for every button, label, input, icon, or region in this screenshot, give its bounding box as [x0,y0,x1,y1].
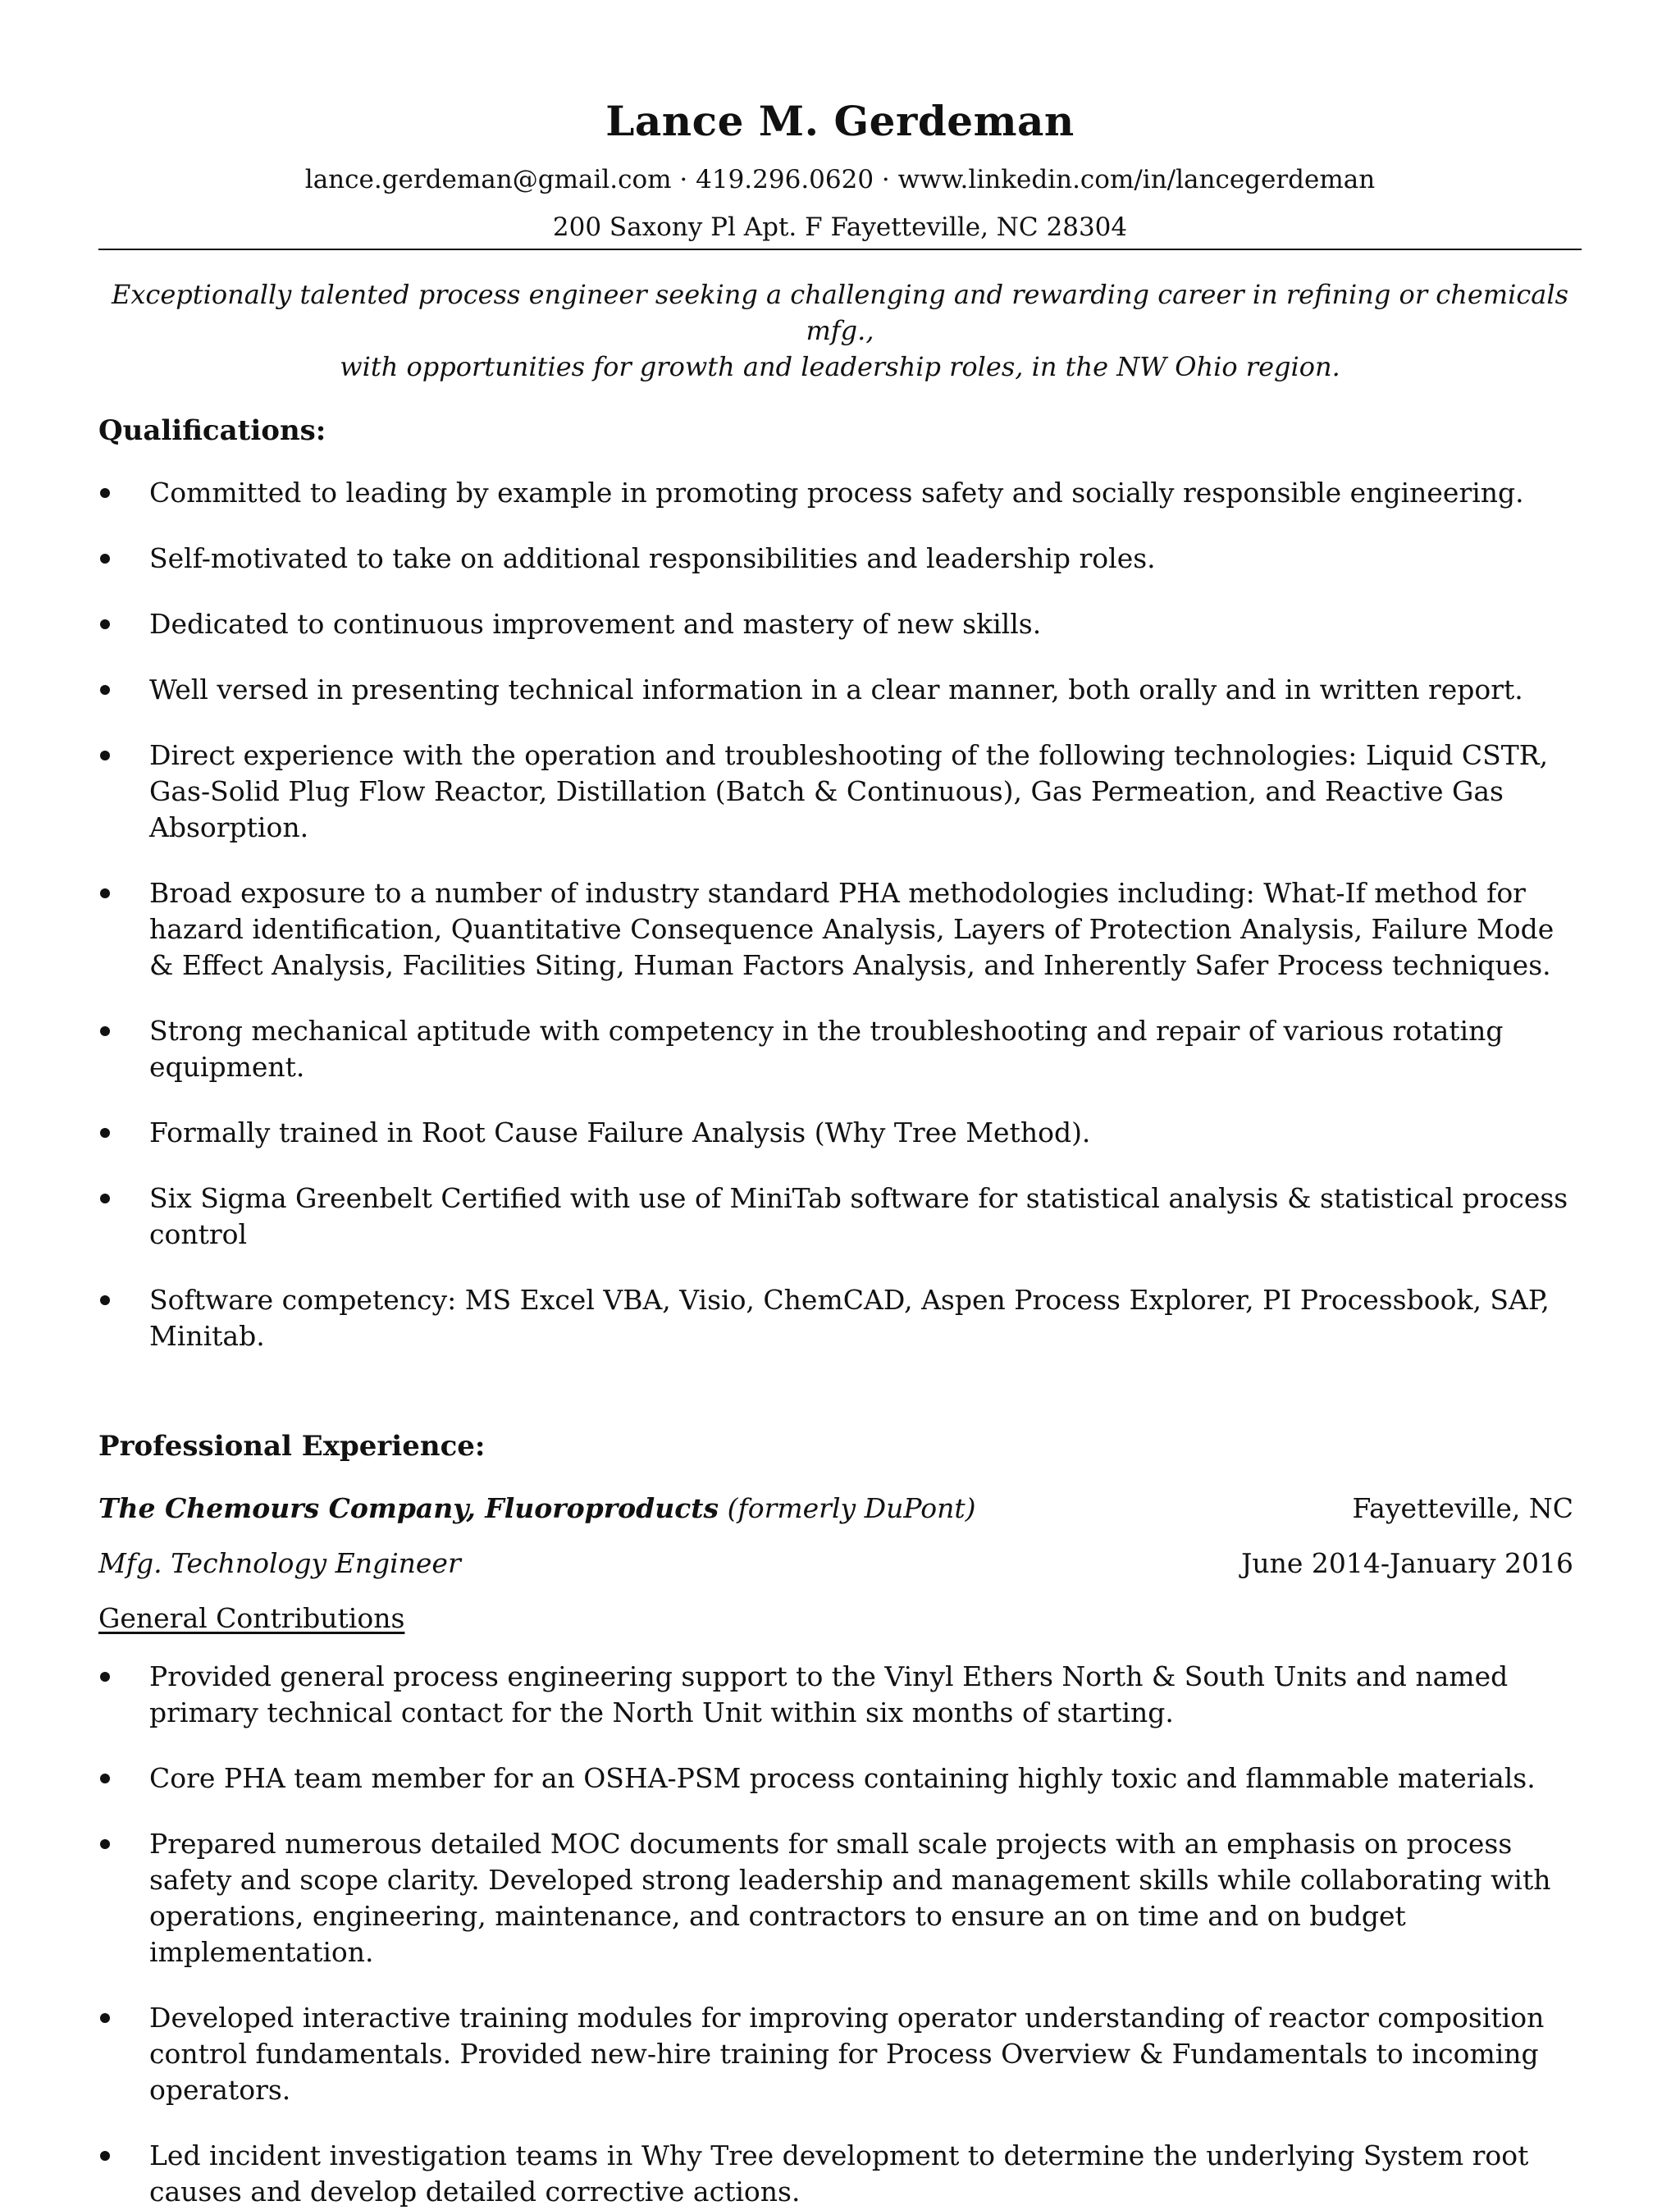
list-item [98,2138,1582,2210]
list-item [98,1659,1582,1731]
list-item-text: Well versed in presenting technical information in a clear manner, both orally and in written report. [149,674,1523,705]
employer-line [98,1492,1582,1524]
qualifications-heading: Qualifications: [98,414,326,447]
bullet-icon [100,1026,110,1036]
bullet-icon [100,1194,110,1203]
objective-line-1: Exceptionally talented process engineer seeking a challenging and rewarding career in refining or chemicals mfg., [112,279,1568,346]
list-item [98,1282,1582,1354]
list-item-text: Software competency: MS Excel VBA, Visio, ChemCAD, Aspen Process Explorer, PI Processbook, SAP, Minitab. [149,1284,1550,1352]
bullet-icon [100,1774,110,1783]
objective-line-2: with opportunities for growth and leadership roles, in the NW Ohio region. [340,351,1340,382]
candidate-name: Lance M. Gerdeman [605,97,1075,145]
list-item-text: Formally trained in Root Cause Failure Analysis (Why Tree Method). [149,1116,1091,1148]
list-item [98,737,1582,846]
list-item-text: Provided general process engineering support to the Vinyl Ethers North & South Units and named primary technical contact for the North Unit within six months of starting. [149,1660,1509,1728]
list-item [98,475,1582,511]
bullet-icon [100,554,110,564]
bullet-icon [100,888,110,898]
list-item [98,1760,1582,1797]
bullet-icon [100,1672,110,1682]
job-location: Fayetteville, NC [1352,1492,1573,1524]
list-item-text: Broad exposure to a number of industry standard PHA methodologies including: What-If method for hazard identification, Quantitative Consequence Analysis, Layers of Protection Analysis, Failure Mode & Effect Analysis, Facilities Siting, Human Factors Analysis, and Inherently Safer Process techniques. [149,877,1554,981]
experience-heading: Professional Experience: [98,1430,486,1463]
list-item-text: Committed to leading by example in promoting process safety and socially responsible engineering. [149,477,1524,509]
list-item-text: Strong mechanical aptitude with competency in the troubleshooting and repair of various rotating equipment. [149,1015,1504,1083]
list-item-text: Led incident investigation teams in Why Tree development to determine the underlying System root causes and develop detailed corrective actions. [149,2139,1529,2208]
position-line [98,1547,1582,1579]
job-dates: June 2014-January 2016 [1241,1547,1573,1579]
objective-statement [98,276,1582,385]
list-item-text: Self-motivated to take on additional responsibilities and leadership roles. [149,542,1156,574]
bullet-icon [100,619,110,629]
bullet-icon [100,1295,110,1305]
list-item [98,1013,1582,1085]
list-item [98,875,1582,984]
list-item [98,1826,1582,1970]
contributions-list [98,1659,1582,2210]
list-item [98,672,1582,708]
bullet-icon [100,2013,110,2023]
bullet-icon [100,751,110,760]
list-item [98,1115,1582,1151]
bullet-icon [100,685,110,695]
list-item-text: Developed interactive training modules for improving operator understanding of reactor composition control fundamentals. Provided new-hire training for Process Overview & Fundamentals to incoming operators. [149,2002,1545,2106]
list-item-text: Core PHA team member for an OSHA-PSM process containing highly toxic and flammable materials. [149,1762,1536,1794]
contact-line: lance.gerdeman@gmail.com · 419.296.0620 · www.linkedin.com/in/lancegerdeman [304,165,1376,194]
bullet-icon [100,1128,110,1138]
bullet-icon [100,488,110,498]
qualifications-list [98,475,1582,1354]
contributions-subheading: General Contributions [98,1602,405,1634]
bullet-icon [100,2151,110,2161]
header-divider [98,249,1582,250]
list-item-text: Prepared numerous detailed MOC documents for small scale projects with an emphasis on process safety and scope clarity. Developed strong leadership and management skills while collaborating with operations, engineering, maintenance, and contractors to ensure an on time and on budget implementation. [149,1828,1551,1968]
resume-page [98,0,1582,2210]
list-item-text: Direct experience with the operation and troubleshooting of the following technologies: Liquid CSTR, Gas-Solid Plug Flow Reactor, Distillation (Batch & Continuous), Gas Permeation, and Reactive Gas Absorption. [149,739,1549,843]
company-name: The Chemours Company, Fluoroproducts [98,1492,719,1524]
address-line: 200 Saxony Pl Apt. F Fayetteville, NC 28304 [552,212,1128,242]
company-former-name: (formerly DuPont) [727,1492,976,1524]
list-item [98,541,1582,577]
employer [98,1492,975,1524]
list-item [98,606,1582,642]
list-item [98,2000,1582,2108]
list-item-text: Dedicated to continuous improvement and mastery of new skills. [149,608,1042,640]
job-title: Mfg. Technology Engineer [98,1547,461,1579]
list-item-text: Six Sigma Greenbelt Certified with use of MiniTab software for statistical analysis & statistical process control [149,1182,1568,1250]
list-item [98,1180,1582,1253]
bullet-icon [100,1839,110,1849]
